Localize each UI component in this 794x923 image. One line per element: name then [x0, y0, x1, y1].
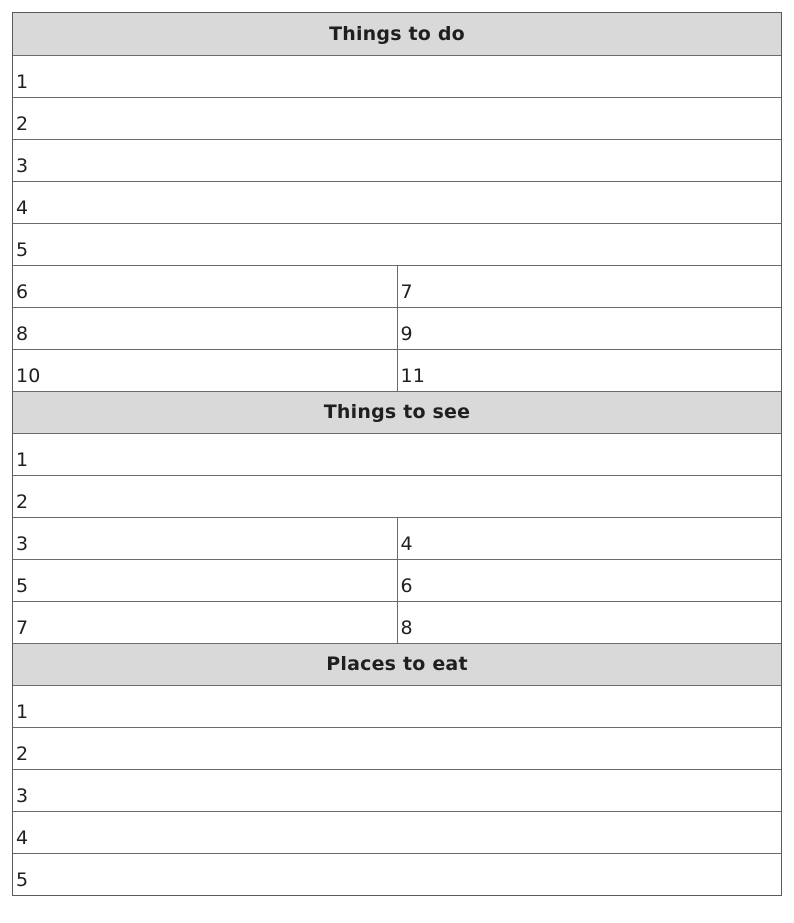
row-number: 6 — [397, 559, 781, 601]
section-title-things-to-see: Things to see — [13, 391, 781, 433]
row-number: 10 — [13, 349, 397, 391]
table-row — [13, 97, 781, 139]
row-number: 4 — [13, 811, 781, 853]
row-number: 4 — [13, 181, 781, 223]
row-number: 5 — [13, 223, 781, 265]
row-number: 1 — [13, 685, 781, 727]
row-number: 11 — [397, 349, 781, 391]
table-row — [13, 307, 781, 349]
table-row — [13, 181, 781, 223]
table-row — [13, 139, 781, 181]
table-row — [13, 811, 781, 853]
table-row — [13, 223, 781, 265]
section-header-row — [13, 391, 781, 433]
row-number: 3 — [13, 139, 781, 181]
row-number: 2 — [13, 475, 781, 517]
section-header-row — [13, 13, 781, 55]
row-number: 8 — [397, 601, 781, 643]
planner-sheet — [12, 12, 782, 896]
row-number: 2 — [13, 727, 781, 769]
section-title-places-to-eat: Places to eat — [13, 643, 781, 685]
row-number: 5 — [13, 853, 781, 895]
row-number: 1 — [13, 55, 781, 97]
table-row — [13, 685, 781, 727]
row-number: 2 — [13, 97, 781, 139]
table-row — [13, 433, 781, 475]
table-row — [13, 517, 781, 559]
table-row — [13, 727, 781, 769]
row-number: 5 — [13, 559, 397, 601]
row-number: 3 — [13, 517, 397, 559]
section-header-row — [13, 643, 781, 685]
row-number: 3 — [13, 769, 781, 811]
section-title-things-to-do: Things to do — [13, 13, 781, 55]
table-row — [13, 475, 781, 517]
planner-table — [13, 13, 781, 895]
table-row — [13, 601, 781, 643]
row-number: 7 — [13, 601, 397, 643]
table-row — [13, 55, 781, 97]
row-number: 6 — [13, 265, 397, 307]
row-number: 7 — [397, 265, 781, 307]
table-row — [13, 559, 781, 601]
table-row — [13, 769, 781, 811]
row-number: 4 — [397, 517, 781, 559]
row-number: 1 — [13, 433, 781, 475]
row-number: 8 — [13, 307, 397, 349]
row-number: 9 — [397, 307, 781, 349]
table-row — [13, 349, 781, 391]
table-row — [13, 853, 781, 895]
table-row — [13, 265, 781, 307]
